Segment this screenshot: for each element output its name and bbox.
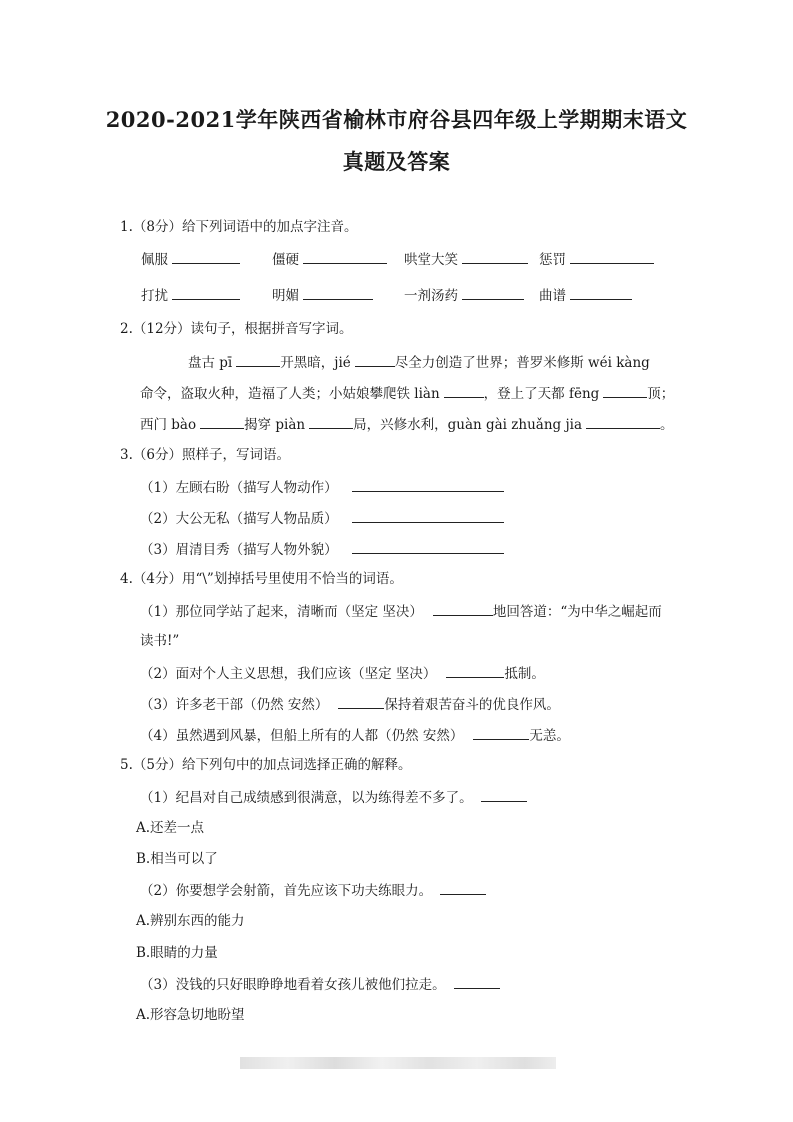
q1-word-text: 僵硬	[272, 252, 299, 268]
q2-line-2	[140, 383, 674, 403]
q4-text: （2）面对个人主义思想，我们应该（坚定 坚决）	[140, 666, 437, 682]
q3-item-text: （2）大公无私（描写人物品质）	[140, 511, 338, 527]
q1-word	[404, 285, 524, 305]
q1-word	[141, 249, 240, 269]
q4-item-1-cont: 读书!”	[140, 633, 180, 649]
answer-blank[interactable]	[440, 880, 486, 895]
q2-text: 顶；	[647, 386, 675, 402]
q1-word	[272, 249, 387, 269]
q3-item-2	[140, 508, 504, 528]
q2-line-1	[188, 352, 650, 372]
q1-word-text: 一剂汤药	[404, 288, 458, 304]
answer-blank[interactable]	[462, 285, 524, 300]
q5-option: A.辨别东西的能力	[136, 913, 245, 929]
answer-blank[interactable]	[200, 414, 244, 429]
q1-word	[539, 249, 654, 269]
answer-blank[interactable]	[355, 352, 395, 367]
q5-option: B.相当可以了	[136, 851, 218, 867]
answer-blank[interactable]	[586, 414, 660, 429]
q5-sentence-text: （2）你要想学会射箭，首先应该下功夫练眼力。	[140, 883, 433, 899]
q3-item-3	[140, 539, 504, 559]
answer-blank[interactable]	[303, 285, 373, 300]
q5-option: B.眼睛的力量	[136, 945, 218, 961]
answer-blank[interactable]	[303, 249, 387, 264]
q4-text: 保持着艰苦奋斗的优良作风。	[384, 697, 560, 713]
q1-word-text: 曲谱	[539, 288, 566, 304]
question-4-stem: 4.（4分）用“\”划掉括号里使用不恰当的词语。	[120, 571, 403, 587]
answer-blank[interactable]	[454, 974, 500, 989]
question-5-stem: 5.（5分）给下列句中的加点词选择正确的解释。	[120, 757, 412, 773]
q1-word	[404, 249, 528, 269]
q2-text: 局，兴修水利，guàn gài zhuǎng jia	[353, 417, 583, 433]
answer-blank[interactable]	[236, 352, 280, 367]
q5-option: A.形容急切地盼望	[136, 1007, 245, 1023]
q2-text: 西门 bào	[140, 417, 197, 433]
q1-word-text: 哄堂大笑	[404, 252, 458, 268]
answer-blank[interactable]	[338, 694, 384, 709]
q5-option: A.还差一点	[136, 820, 205, 836]
answer-blank[interactable]	[473, 725, 529, 740]
answer-blank[interactable]	[446, 663, 504, 678]
document-title-line2: 真题及答案	[342, 149, 451, 174]
q3-item-text: （1）左顾右盼（描写人物动作）	[140, 480, 338, 496]
question-2-stem: 2.（12分）读句子，根据拼音写字词。	[120, 321, 353, 337]
q4-text: （1）那位同学站了起来，清晰而（坚定 坚决）	[140, 604, 423, 620]
q5-sentence-1	[140, 787, 527, 807]
q4-text: 地回答道：“为中华之崛起而	[492, 604, 662, 620]
answer-blank[interactable]	[352, 508, 504, 523]
q4-text: （4）虽然遇到风暴，但船上所有的人都（仍然 安然）	[140, 728, 464, 744]
question-3-stem: 3.（6分）照样子，写词语。	[120, 447, 290, 463]
q1-word-text: 打扰	[141, 288, 168, 304]
q4-item-3	[140, 694, 560, 714]
q3-item-text: （3）眉清目秀（描写人物外貌）	[140, 542, 338, 558]
answer-blank[interactable]	[172, 249, 240, 264]
q4-text: （3）许多老干部（仍然 安然）	[140, 697, 329, 713]
answer-blank[interactable]	[309, 414, 353, 429]
q1-word-text: 明媚	[272, 288, 299, 304]
answer-blank[interactable]	[352, 477, 504, 492]
q2-text: 开黑暗，jié	[280, 355, 351, 371]
q1-word-text: 惩罚	[539, 252, 566, 268]
answer-blank[interactable]	[444, 383, 484, 398]
q2-text: 尽全力创造了世界；普罗米修斯 wéi kàng	[394, 355, 650, 371]
q5-sentence-2	[140, 880, 486, 900]
q2-line-3	[140, 414, 674, 434]
answer-blank[interactable]	[433, 601, 493, 616]
q2-text: ，登上了天都 fēng	[483, 386, 600, 402]
blurred-footer-watermark	[240, 1057, 556, 1069]
q5-sentence-3	[140, 974, 500, 994]
q1-word	[272, 285, 373, 305]
q4-item-4	[140, 725, 570, 745]
q5-sentence-text: （3）没钱的只好眼睁睁地看着女孩儿被他们拉走。	[140, 977, 446, 993]
answer-blank[interactable]	[462, 249, 528, 264]
answer-blank[interactable]	[352, 539, 504, 554]
answer-blank[interactable]	[603, 383, 647, 398]
q5-sentence-text: （1）纪昌对自己成绩感到很满意，以为练得差不多了。	[140, 790, 473, 806]
q4-item-2	[140, 663, 545, 683]
q2-text: 揭穿 piàn	[244, 417, 306, 433]
answer-blank[interactable]	[570, 249, 654, 264]
q4-text: 抵制。	[504, 666, 545, 682]
q1-word	[141, 285, 240, 305]
q3-item-1	[140, 477, 504, 497]
question-1-stem: 1.（8分）给下列词语中的加点字注音。	[120, 219, 358, 235]
q2-text: 。	[660, 417, 674, 433]
q1-word	[539, 285, 632, 305]
q4-text: 无恙。	[529, 728, 570, 744]
q2-text: 命令，盗取火种，造福了人类；小姑娘攀爬铁 liàn	[140, 386, 440, 402]
q2-text: 盘古 pī	[188, 355, 233, 371]
answer-blank[interactable]	[481, 787, 527, 802]
answer-blank[interactable]	[570, 285, 632, 300]
document-title-line1: 2020-2021学年陕西省榆林市府谷县四年级上学期期末语文	[105, 107, 688, 132]
q4-item-1	[140, 601, 662, 621]
answer-blank[interactable]	[172, 285, 240, 300]
q1-word-text: 佩服	[141, 252, 168, 268]
